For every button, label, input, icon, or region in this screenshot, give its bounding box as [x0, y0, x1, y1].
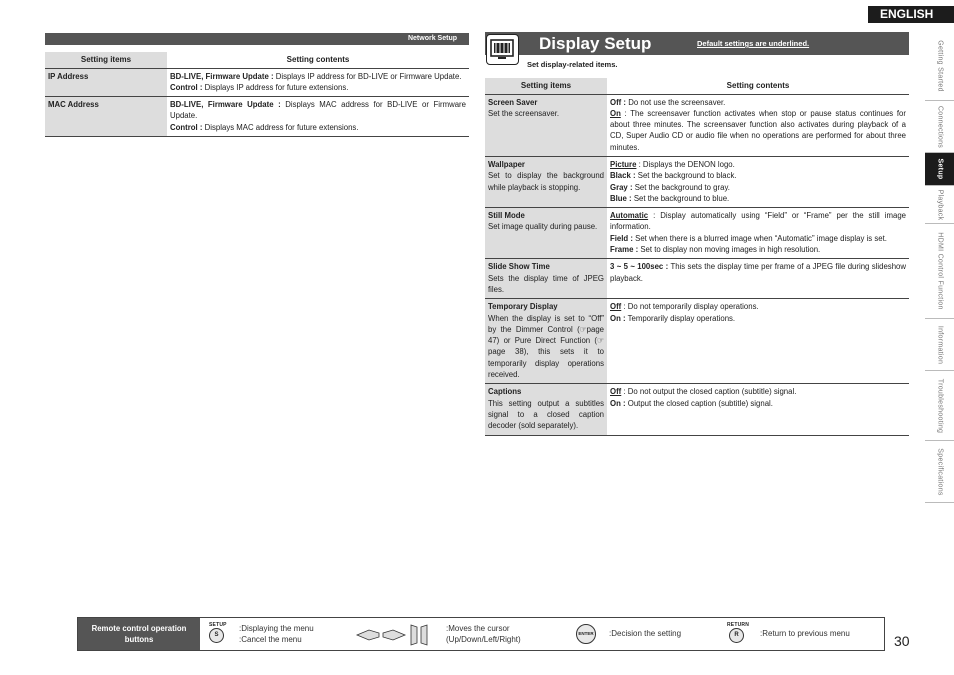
side-index-item [925, 224, 954, 319]
setting-option-text: Displays MAC address for BD-LIVE or Firmware Update. [170, 100, 466, 121]
setting-option-text: Do not use the screensaver. [626, 97, 726, 107]
setup-button-text: :Displaying the menu :Cancel the menu [239, 624, 314, 644]
setting-contents-cell [607, 299, 909, 384]
enter-button-icon: ENTER [576, 624, 596, 644]
setting-option-text: Set to display non moving images in high resolution. [638, 245, 821, 255]
setting-option-text: Set the background to blue. [631, 193, 730, 203]
setting-option-text: : The screensaver function activates when stop or pause status continues for about three minutes. The screensaver function also activates during playback of a CD, Super Audio CD or audio file when no operations are performed for about three minutes. [610, 108, 906, 152]
setting-item-description: Set the screensaver. [488, 108, 560, 118]
setting-item-name: Temporary Display [488, 302, 558, 312]
setting-option [170, 122, 466, 133]
side-index-item [925, 31, 954, 101]
setting-option-text: This sets the display time per frame of a JPEG file during slideshow playback. [610, 262, 906, 283]
setting-item-description: Sets the display time of JPEG files. [488, 273, 604, 294]
setting-item-name: Screen Saver [488, 97, 538, 107]
table-row [485, 384, 909, 435]
network-setup-bar: Network Setup [45, 33, 469, 45]
table-row [45, 68, 469, 97]
side-index-label: Connections [936, 105, 943, 148]
setting-option [610, 159, 906, 170]
setting-option-term: 3 ~ 5 ~ 100sec : [610, 262, 669, 272]
setting-contents-cell [167, 68, 469, 97]
setup-button-icon: S [209, 628, 224, 643]
setting-option [170, 99, 466, 122]
side-index-label: Playback [936, 189, 943, 220]
setting-option [610, 182, 906, 193]
setting-item-name: Still Mode [488, 211, 525, 221]
setting-option-text: Temporarily display operations. [625, 313, 736, 323]
setting-option [610, 301, 906, 312]
setting-item-cell [45, 97, 167, 137]
setting-item-name: Captions [488, 387, 522, 397]
display-setup-subtitle: Set display-related items. [527, 60, 618, 69]
setting-option-term: On : [610, 398, 626, 408]
return-button-icon: R [729, 628, 744, 643]
col-setting-contents: Setting contents [167, 52, 469, 68]
setting-option-term: On : [610, 313, 626, 323]
setting-option-term: Frame : [610, 245, 639, 255]
setting-item-description: This setting output a subtitles signal to a closed caption decoder (sold separately). [488, 398, 604, 431]
setting-contents-cell [607, 259, 909, 299]
setting-option-term: Off [610, 387, 622, 397]
setting-item-cell [485, 208, 607, 259]
side-index-label: Getting Started [936, 39, 943, 92]
side-index-item [925, 186, 954, 224]
setting-item-name: Slide Show Time [488, 262, 550, 272]
setting-option [170, 71, 466, 82]
setting-item-cell [485, 259, 607, 299]
enter-button-text: :Decision the setting [609, 629, 682, 638]
setting-option [610, 108, 906, 153]
setting-item-name: Wallpaper [488, 159, 525, 169]
setting-option-term: Off : [610, 97, 627, 107]
return-button-label: RETURN [727, 622, 750, 628]
setting-item-cell [485, 156, 607, 207]
setting-option-text: Displays IP address for BD-LIVE or Firmware Update. [273, 71, 462, 81]
setting-option-text: Set the background to black. [635, 171, 737, 181]
setting-option [610, 386, 906, 397]
col-setting-items: Setting items [485, 78, 607, 94]
side-index-item [925, 441, 954, 503]
setting-option-term: On [610, 108, 621, 118]
setting-contents-cell [607, 94, 909, 156]
col-setting-contents: Setting contents [607, 78, 909, 94]
setting-option [610, 210, 906, 233]
setting-option-text: : Do not output the closed caption (subtitle) signal. [621, 387, 797, 397]
display-setup-title: Display Setup [539, 34, 652, 53]
default-settings-note: Default settings are underlined. [697, 39, 810, 48]
setting-option [610, 313, 906, 324]
setting-item-description: Set to display the background while playback is stopping. [488, 171, 604, 192]
side-index-label: Setup [936, 158, 943, 180]
cursor-buttons-text: :Moves the cursor (Up/Down/Left/Right) [446, 624, 521, 644]
setting-item-cell [485, 94, 607, 156]
setting-option [610, 398, 906, 409]
setting-option [170, 82, 466, 93]
setting-contents-cell [607, 384, 909, 435]
setting-option-term: Picture [610, 159, 637, 169]
display-setup-icon [486, 34, 519, 65]
setting-option-term: Off [610, 302, 622, 312]
cursor-buttons-icon [355, 623, 435, 647]
language-tab: ENGLISH [868, 6, 954, 23]
setting-option-text: : Displays the DENON logo. [636, 159, 735, 169]
side-index-label: Specifications [936, 447, 943, 496]
setting-option-text: Output the closed caption (subtitle) signal. [625, 398, 773, 408]
setting-option [610, 244, 906, 255]
setting-option-term: Gray : [610, 182, 633, 192]
display-setup-table [485, 78, 909, 436]
setting-option-term: BD-LIVE, Firmware Update : [170, 71, 274, 81]
side-index-item [925, 153, 954, 186]
network-setup-table [45, 52, 469, 137]
return-button-text: :Return to previous menu [760, 629, 850, 638]
side-index-label: HDMI Control Function [936, 232, 943, 310]
setting-option-term: Blue : [610, 193, 632, 203]
remote-bar-label: Remote control operation buttons [78, 618, 200, 650]
setting-contents-cell [167, 97, 469, 137]
setting-item-cell [485, 384, 607, 435]
setting-item-description: When the display is set to “Off” by the Dimmer Control (☞page 47) or Pure Direct Function (☞page 38), this sets it to temporarily display operations received. [488, 313, 604, 380]
table-row [45, 97, 469, 137]
remote-control-bar [77, 617, 885, 651]
setting-item-cell [45, 68, 167, 97]
setting-item-name: MAC Address [48, 100, 99, 110]
setting-contents-cell [607, 208, 909, 259]
table-row [485, 208, 909, 259]
table-row [485, 94, 909, 156]
side-index-item [925, 319, 954, 371]
setup-button-label: SETUP [209, 622, 227, 628]
side-index-item [925, 371, 954, 441]
setting-option-text: Set when there is a blurred image when “Automatic” image display is set. [632, 233, 887, 243]
setting-option-term: Black : [610, 171, 636, 181]
side-index-label: Troubleshooting [936, 378, 943, 433]
setting-option-text: : Display automatically using “Field” or “Frame” per the still image information. [610, 211, 906, 232]
table-row [485, 259, 909, 299]
setting-item-cell [485, 299, 607, 384]
setting-option-term: BD-LIVE, Firmware Update : [170, 100, 281, 110]
setting-option-text: Displays MAC address for future extensions. [202, 122, 359, 132]
setting-option-term: Control : [170, 122, 203, 132]
page-number: 30 [894, 633, 910, 649]
setting-option-term: Field : [610, 233, 633, 243]
setting-option-text: Set the background to gray. [632, 182, 730, 192]
table-row [485, 299, 909, 384]
setting-item-name: IP Address [48, 71, 89, 81]
setting-option-text: Displays IP address for future extensions. [202, 82, 349, 92]
setting-contents-cell [607, 156, 909, 207]
setting-option-text: : Do not temporarily display operations. [621, 302, 759, 312]
setting-option [610, 233, 906, 244]
side-index [925, 31, 954, 503]
col-setting-items: Setting items [45, 52, 167, 68]
table-row [485, 156, 909, 207]
setting-option [610, 97, 906, 108]
setting-option [610, 193, 906, 204]
setting-option-term: Automatic [610, 211, 649, 221]
setting-option [610, 170, 906, 181]
setting-option [610, 261, 906, 284]
setting-item-description: Set image quality during pause. [488, 222, 598, 232]
setting-option-term: Control : [170, 82, 203, 92]
side-index-item [925, 101, 954, 153]
side-index-label: Information [936, 325, 943, 364]
